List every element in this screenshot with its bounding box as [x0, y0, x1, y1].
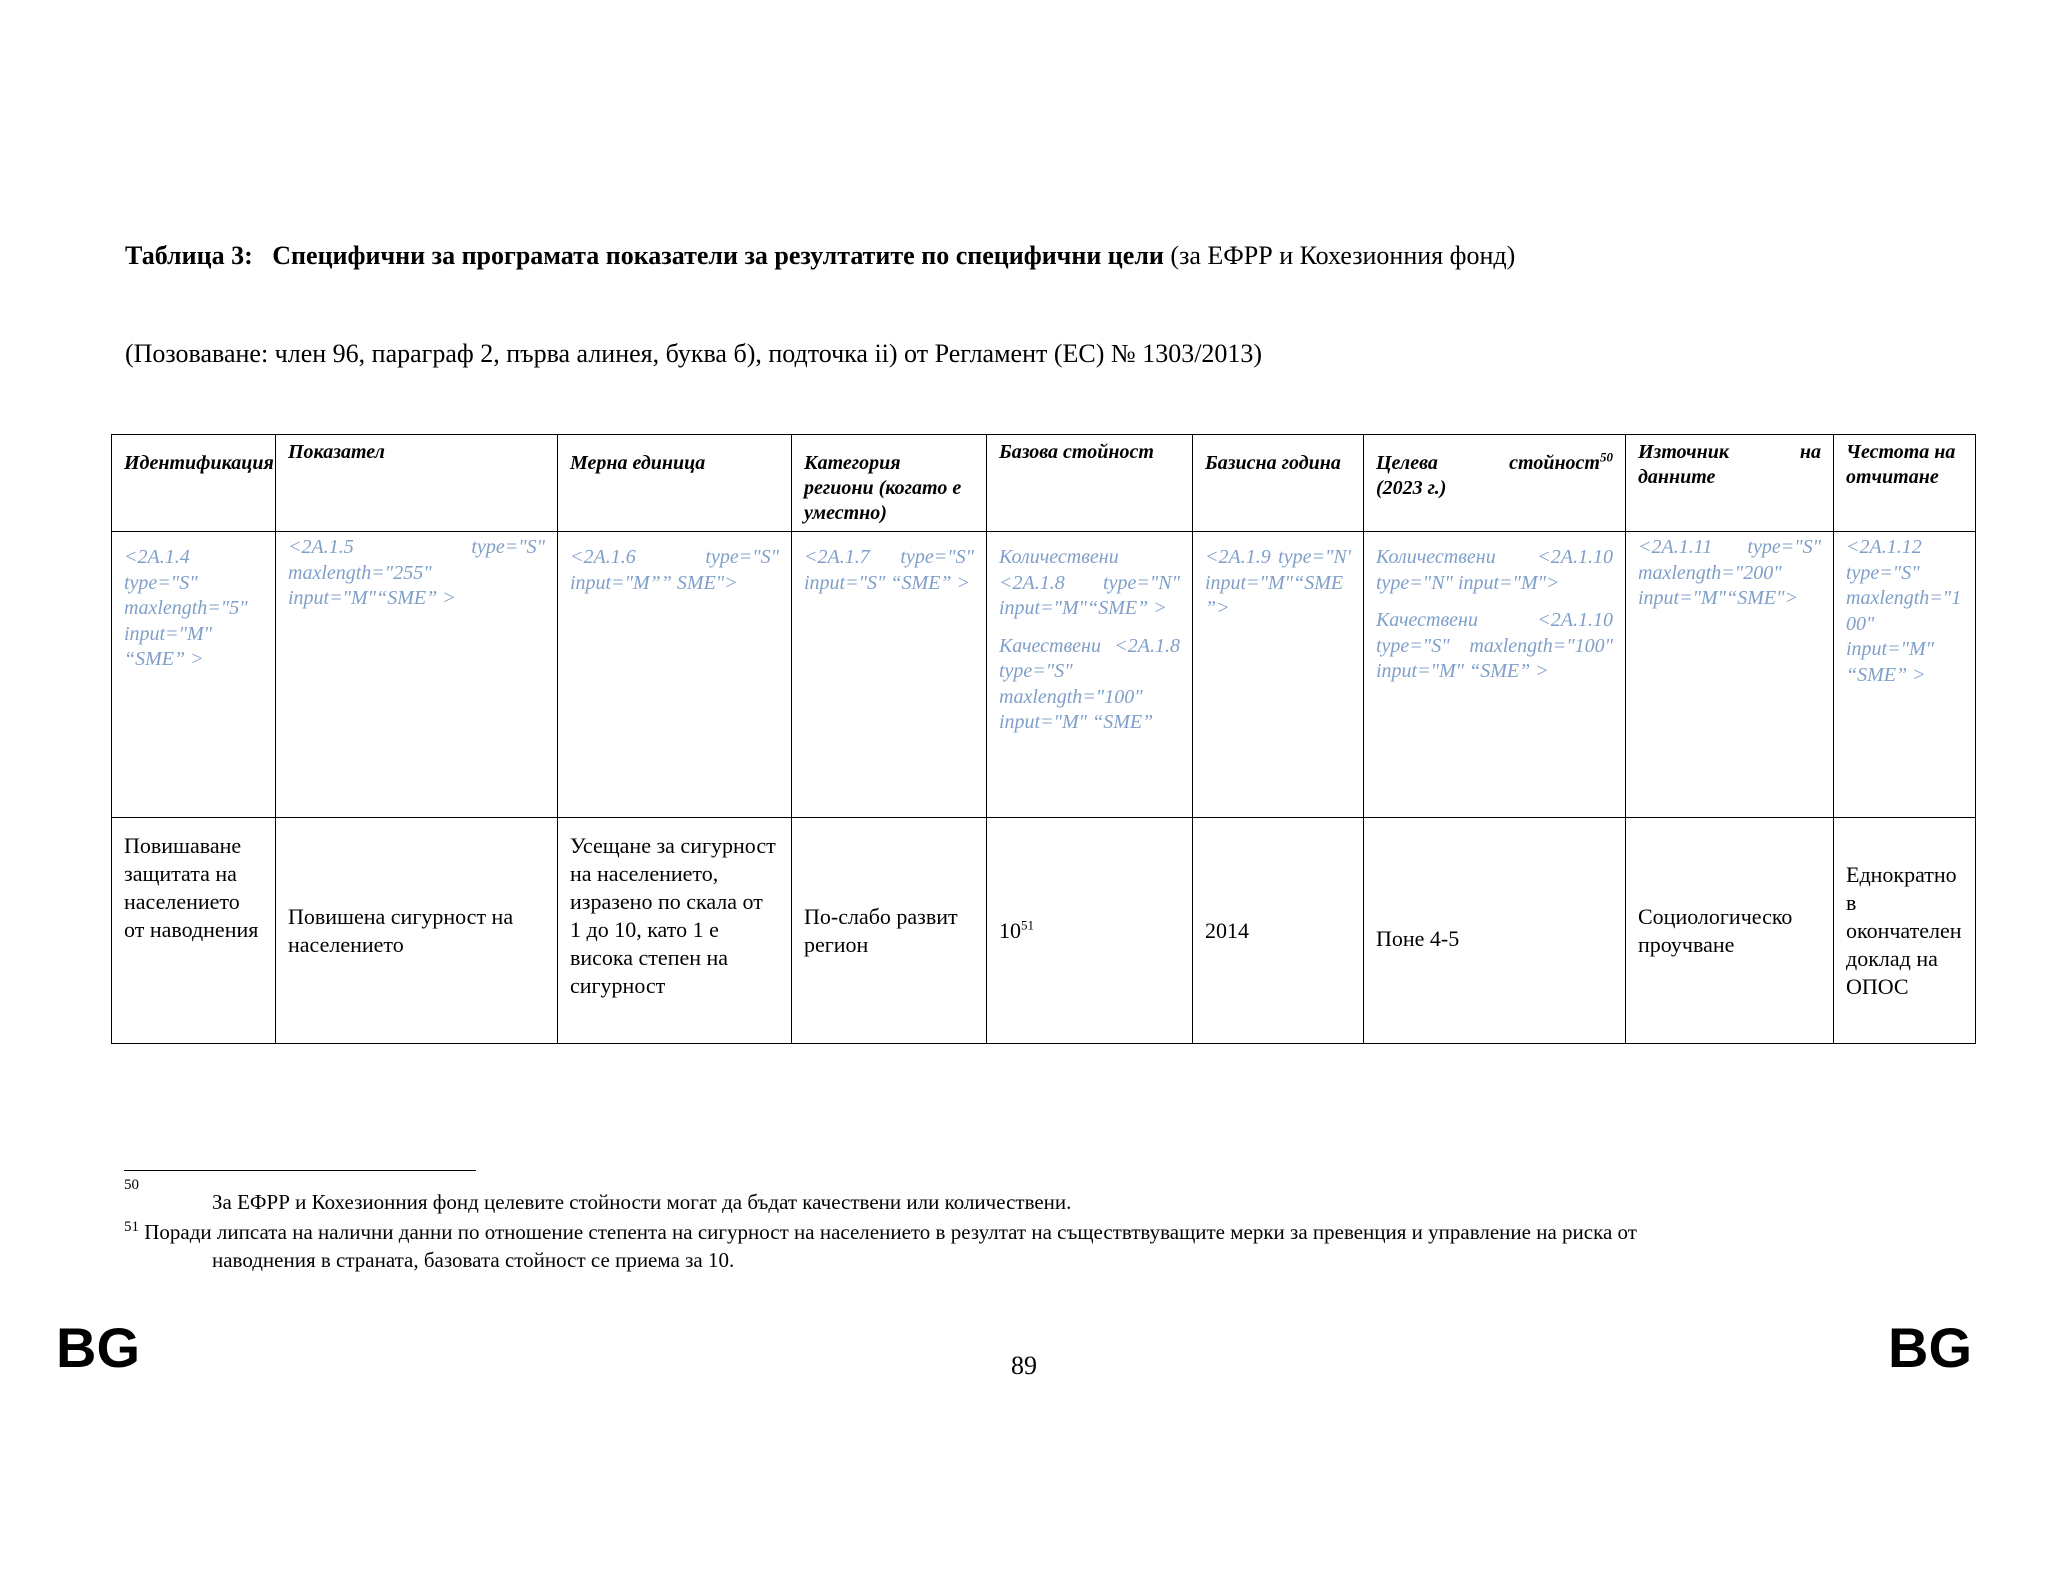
footnote-ref-51: 51	[1021, 917, 1034, 933]
header-source-line2: данните	[1638, 466, 1716, 488]
header-frequency	[1834, 435, 1976, 532]
code-frequency: <2A.1.12 type="S" maxlength="100" input="M" “SME” >	[1834, 532, 1976, 818]
regulation-reference: (Позоваване: член 96, параграф 2, първа алинея, буква б), подточка ii) от Регламент (ЕС) № 1303/2013)	[125, 339, 1263, 368]
value-frequency: Еднократно в окончателен доклад на ОПОС	[1834, 818, 1976, 1044]
header-id	[112, 435, 276, 532]
table-code-row	[112, 532, 1976, 818]
table-title-label: Таблица 3:	[125, 241, 253, 270]
code-unit: <2A.1.6 type="S" input="M”” SME">	[558, 532, 792, 818]
page-number: 89	[1011, 1351, 1037, 1380]
header-target	[1364, 435, 1626, 532]
footnote-separator	[124, 1170, 476, 1171]
code-target-qualitative: Качествени <2A.1.10 type="S" maxlength="100" input="M" “SME” >	[1376, 609, 1613, 682]
code-target-quantitative: Количествени <2A.1.10 type="N" input="M">	[1376, 546, 1613, 594]
code-target	[1364, 532, 1626, 818]
header-source-part2: на	[1799, 441, 1821, 463]
table-title-bold-text: Специфични за програмата показатели за резултатите по специфични цели	[272, 241, 1164, 270]
result-indicators-table	[111, 434, 1976, 1044]
header-indicator-text: Показател	[288, 441, 385, 463]
header-target-line1	[1376, 451, 1613, 476]
value-baseline-number: 10	[999, 917, 1021, 943]
footnote-51-text: Поради липсата на налични данни по отношение степента на сигурност на населението в резултат на съществтвуващите мерки за превенция и управление на риска от	[144, 1220, 1637, 1244]
value-unit: Усещане за сигурност на населението, изразено по скала от 1 до 10, като 1 е висока степен на сигурност	[558, 818, 792, 1044]
header-base-year	[1193, 435, 1364, 532]
language-mark-right: BG	[1888, 1316, 1972, 1379]
value-indicator: Повишена сигурност на населението	[276, 818, 558, 1044]
footnote-50	[124, 1176, 1944, 1214]
footnote-51-text-line2: наводнения в страната, базовата стойност се приема за 10.	[212, 1248, 735, 1272]
header-base-year-text: Базисна година	[1205, 452, 1341, 474]
table-value-row	[112, 818, 1976, 1044]
footnote-50-number: 50	[124, 1177, 139, 1193]
header-region-text: Категория региони (когато е уместно)	[804, 452, 962, 524]
footnote-51-number: 51	[124, 1219, 139, 1235]
language-mark-left: BG	[56, 1316, 140, 1379]
header-frequency-text: Честота на отчитане	[1846, 441, 1956, 488]
value-base-year: 2014	[1193, 818, 1364, 1044]
header-region	[792, 435, 987, 532]
header-unit	[558, 435, 792, 532]
header-source	[1626, 435, 1834, 532]
header-indicator	[276, 435, 558, 532]
header-target-part1: Целева	[1376, 452, 1438, 474]
header-id-text: Идентификация	[124, 452, 274, 474]
table-title	[125, 238, 1985, 274]
value-source: Социологическо проучване	[1626, 818, 1834, 1044]
header-source-part1: Източник	[1638, 441, 1729, 463]
header-target-part2: стойност	[1509, 452, 1600, 474]
code-id: <2A.1.4 type="S" maxlength="5" input="M" “SME” >	[112, 532, 276, 818]
footnote-ref-50: 50	[1600, 449, 1613, 465]
footnote-51	[124, 1218, 1944, 1274]
header-unit-text: Мерна единица	[570, 452, 706, 474]
code-source: <2A.1.11 type="S" maxlength="200" input="M"“SME">	[1626, 532, 1834, 818]
table-header-row	[112, 435, 1976, 532]
footnote-50-text: За ЕФРР и Кохезионния фонд целевите стойности могат да бъдат качествени или количествени.	[212, 1190, 1072, 1214]
code-baseline-quantitative: Количествени <2A.1.8 type="N" input="M"“SME” >	[999, 546, 1180, 619]
header-baseline-text: Базова стойност	[999, 441, 1154, 463]
code-baseline	[987, 532, 1193, 818]
value-baseline	[987, 818, 1193, 1044]
code-base-year: <2A.1.9 type="N' input="M"“SME”>	[1193, 532, 1364, 818]
header-baseline	[987, 435, 1193, 532]
header-source-line1	[1638, 440, 1821, 465]
table-title-normal-text: (за ЕФРР и Кохезионния фонд)	[1170, 241, 1516, 270]
code-baseline-qualitative: Качествени <2A.1.8 type="S" maxlength="100" input="M" “SME”	[999, 634, 1180, 733]
value-target: Поне 4-5	[1364, 818, 1626, 1044]
value-id: Повишаване защитата на населението от наводнения	[112, 818, 276, 1044]
header-target-part2-wrap	[1509, 451, 1613, 476]
code-indicator: <2A.1.5 type="S" maxlength="255" input="M"“SME” >	[276, 532, 558, 818]
header-target-line2: (2023 г.)	[1376, 477, 1447, 499]
value-region: По-слабо развит регион	[792, 818, 987, 1044]
code-region: <2A.1.7 type="S" input="S" “SME” >	[792, 532, 987, 818]
